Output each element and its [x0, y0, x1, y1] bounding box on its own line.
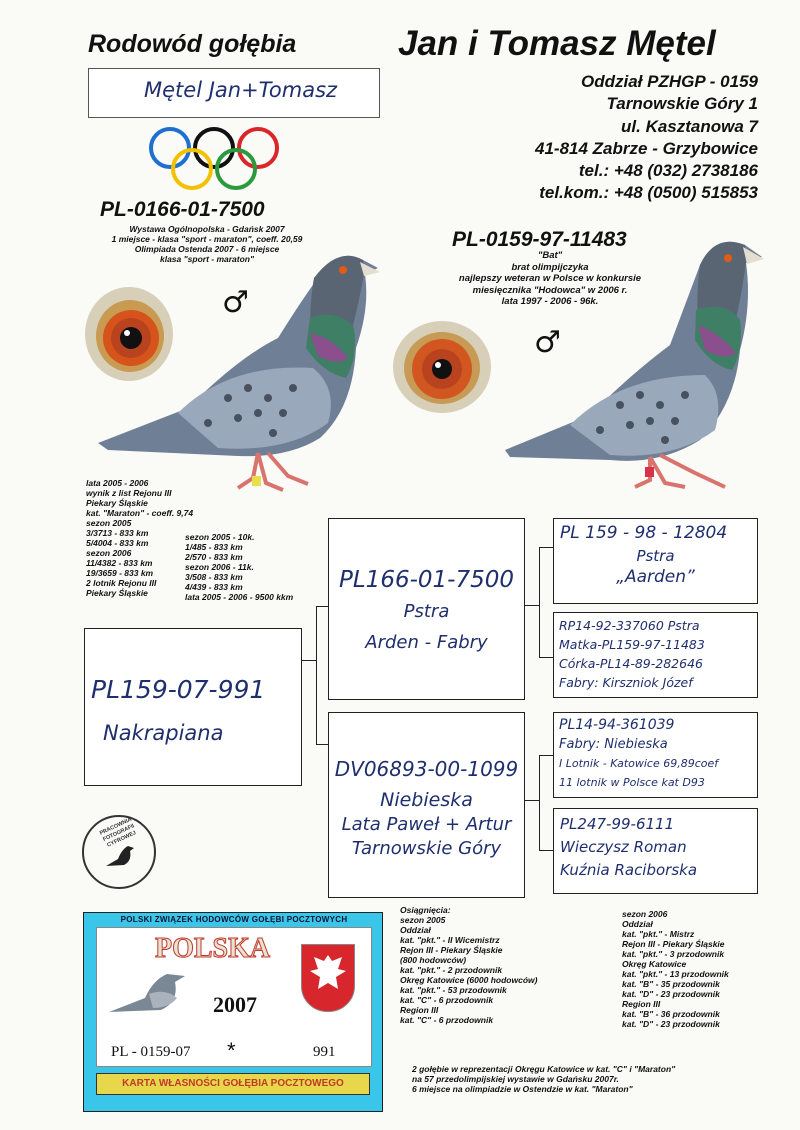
- ach-left-1: Osiągnięcia:: [400, 905, 451, 915]
- result-left-7: 5/4004 - 833 km: [86, 538, 149, 548]
- grandfather-maternal-box: [553, 712, 758, 798]
- father-photo-note-5: lata 1997 - 2006 - 96k.: [501, 296, 599, 307]
- ach-footer-3: 6 miejsce na olimpiadzie w Ostendzie w kat. "Maraton": [412, 1084, 633, 1094]
- father-color: Pstra: [403, 601, 450, 622]
- subject-box: [84, 628, 302, 786]
- result-right-7: lata 2005 - 2006 - 9500 kkm: [185, 592, 294, 602]
- pigeon-note-3: Olimpiada Ostenda 2007 - 6 miejsce: [134, 244, 280, 254]
- ach-right-5: kat. "pkt." - 3 przodownik: [622, 949, 725, 959]
- father-photo-note-2: brat olimpijczyka: [511, 261, 589, 273]
- ach-left-10: kat. "C" - 6 przodownik: [400, 995, 494, 1005]
- mother-color: Niebieska: [380, 789, 473, 811]
- male-symbol-icon-2: ♂: [534, 325, 561, 360]
- mf-line-1: PL14-94-361039: [559, 717, 675, 733]
- ach-right-9: kat. "D" - 23 przodownik: [622, 989, 720, 999]
- mm-line-3: Kuźnia Raciborska: [560, 861, 698, 879]
- stamp-text: PRACOWNIA FOTOGRAFII CYFROWEJ: [98, 816, 138, 849]
- fm-line-4: Fabry: Kirszniok Józef: [559, 675, 693, 690]
- male-symbol-icon: ♂: [222, 285, 249, 320]
- fm-line-2: Matka-PL159-97-11483: [559, 637, 705, 652]
- mother-ring: DV06893-00-1099: [334, 757, 519, 781]
- pigeon-note-4: klasa "sport - maraton": [159, 254, 255, 264]
- fm-line-1: RP14-92-337060 Pstra: [559, 618, 700, 633]
- father-pigeon-photo: [500, 225, 770, 500]
- connector: [525, 800, 539, 801]
- subject-color: Nakrapiana: [103, 721, 224, 745]
- result-right-5: 3/508 - 833 km: [185, 572, 243, 582]
- card-year: 2007: [213, 992, 257, 1017]
- pigeon-note-2: 1 miejsce - klasa "sport - maraton", coeff. 20,59: [111, 234, 303, 244]
- fm-line-3: Córka-PL14-89-282646: [559, 656, 703, 671]
- ach-left-2: sezon 2005: [400, 915, 446, 925]
- ach-left-7: kat. "pkt." - 2 przodownik: [400, 965, 503, 975]
- achievements-right: [622, 909, 729, 1029]
- card-ring: PL - 0159-07: [111, 1044, 191, 1060]
- card-inner: [96, 927, 372, 1067]
- card-number: 991: [313, 1044, 336, 1060]
- connector: [316, 606, 317, 744]
- result-left-3: Piekary Śląskie: [86, 498, 148, 508]
- results-right: [185, 532, 293, 602]
- father-photo-note-1: "Bat": [537, 250, 563, 261]
- result-right-2: 1/485 - 833 km: [185, 542, 243, 552]
- connector: [539, 755, 553, 756]
- ach-left-5: Rejon III - Piekary Śląskie: [400, 945, 503, 955]
- address-block: [535, 71, 758, 205]
- connector: [539, 547, 540, 657]
- pigeon-stamp-icon: [104, 841, 138, 871]
- ach-right-7: kat. "pkt." - 13 przodownik: [622, 969, 729, 979]
- result-right-4: sezon 2006 - 11k.: [185, 562, 254, 572]
- grandfather-paternal-box: [553, 518, 758, 604]
- connector: [525, 605, 539, 606]
- ach-right-12: kat. "D" - 23 przodownik: [622, 1019, 720, 1029]
- result-left-5: sezon 2005: [86, 518, 132, 528]
- connector: [539, 547, 553, 548]
- photo-studio-stamp: [82, 815, 156, 889]
- address-line-3: ul. Kasztanowa 7: [621, 116, 758, 136]
- ach-left-11: Region III: [400, 1005, 439, 1015]
- ach-right-11: kat. "B" - 36 przodownik: [622, 1009, 720, 1019]
- father-box: [328, 518, 525, 700]
- mother-breeder: Lata Paweł + Artur: [341, 814, 512, 835]
- mm-line-1: PL247-99-6111: [560, 815, 675, 833]
- ach-footer-2: na 57 przedolimpijskiej wystawie w Gdańsku 2007r.: [412, 1074, 619, 1084]
- eagle-icon: [302, 945, 354, 1005]
- father-photo-ring: PL-0159-97-11483: [452, 228, 627, 251]
- pigeon-note-1: Wystawa Ogólnopolska - Gdańsk 2007: [129, 224, 285, 234]
- asterisk-icon: *: [227, 1038, 236, 1063]
- card-pigeon-icon: [105, 962, 205, 1022]
- connector: [539, 850, 553, 851]
- connector: [539, 657, 553, 658]
- mm-line-2: Wieczysz Roman: [560, 838, 687, 856]
- ach-right-2: Oddział: [622, 919, 653, 929]
- grandmother-paternal-box: [553, 612, 758, 698]
- pigeon-ring: PL-0166-01-7500: [100, 198, 265, 221]
- result-right-6: 4/439 - 833 km: [185, 582, 243, 592]
- ff-line-1: PL 159 - 98 - 12804: [560, 523, 728, 543]
- ach-left-9: kat. "pkt." - 53 przodownik: [400, 985, 507, 995]
- ach-left-3: Oddział: [400, 925, 431, 935]
- owner-name: Jan i Tomasz Mętel: [398, 24, 716, 63]
- connector: [302, 660, 316, 661]
- father-ring: PL166-01-7500: [339, 567, 514, 593]
- father-photo-note-4: miesięcznika "Hodowca" w 2006 r.: [472, 284, 628, 296]
- result-left-12: Piekary Śląskie: [86, 588, 148, 598]
- result-left-2: wynik z list Rejonu III: [86, 488, 172, 498]
- mf-line-3: I Lotnik - Katowice 69,89coef: [559, 757, 719, 770]
- result-left-8: sezon 2006: [86, 548, 132, 558]
- father-line: Arden - Fabry: [365, 632, 488, 653]
- result-left-1: lata 2005 - 2006: [86, 478, 149, 488]
- mother-place: Tarnowskie Góry: [351, 838, 502, 859]
- achievements-footer: [412, 1064, 675, 1094]
- address-line-2: Tarnowskie Góry 1: [606, 94, 758, 114]
- result-right-3: 2/570 - 833 km: [185, 552, 243, 562]
- ach-right-1: sezon 2006: [622, 909, 668, 919]
- achievements-left: [400, 905, 537, 1025]
- ach-right-6: Okręg Katowice: [622, 959, 687, 969]
- card-border-text: POLSKI ZWIĄZEK HODOWCÓW GOŁĘBI POCZTOWYCH: [120, 915, 348, 924]
- ownership-card: [83, 912, 383, 1112]
- father-eye-photo: [392, 320, 492, 414]
- ach-right-4: Rejon III - Piekary Śląskie: [622, 939, 725, 949]
- mother-box: [328, 712, 525, 898]
- polish-eagle-emblem: [301, 944, 355, 1012]
- signature-box: [88, 68, 380, 118]
- pigeon-photo: [88, 238, 388, 513]
- owner-signature: Mętel Jan+Tomasz: [144, 78, 338, 102]
- subject-ring: PL159-07-991: [91, 675, 266, 704]
- connector: [539, 755, 540, 850]
- mf-line-2: Fabry: Niebieska: [559, 737, 668, 752]
- connector: [316, 744, 328, 745]
- card-footer: KARTA WŁASNOŚCI GOŁĘBIA POCZTOWEGO: [96, 1073, 370, 1095]
- result-left-10: 19/3659 - 833 km: [86, 568, 154, 578]
- address-line-6: tel.kom.: +48 (0500) 515853: [539, 183, 758, 203]
- father-photo-note-3: najlepszy weteran w Polsce w konkursie: [458, 273, 642, 284]
- results-left: [86, 478, 193, 598]
- address-line-1: Oddział PZHGP - 0159: [581, 72, 758, 91]
- ff-line-2: Pstra: [636, 547, 675, 565]
- address-line-5: tel.: +48 (032) 2738186: [578, 161, 758, 181]
- olympic-rings-icon: [148, 124, 282, 194]
- connector: [316, 606, 328, 607]
- grandmother-maternal-box: [553, 808, 758, 894]
- mf-line-4: 11 lotnik w Polsce kat D93: [559, 776, 705, 789]
- page-title: Rodowód gołębia: [88, 30, 297, 58]
- result-left-9: 11/4382 - 833 km: [86, 558, 153, 568]
- ach-left-12: kat. "C" - 6 przodownik: [400, 1015, 494, 1025]
- ach-left-4: kat. "pkt." - II Wicemistrz: [400, 935, 500, 945]
- ach-right-8: kat. "B" - 35 przodownik: [622, 979, 720, 989]
- result-right-1: sezon 2005 - 10k.: [185, 532, 255, 542]
- ach-right-10: Region III: [622, 999, 661, 1009]
- ach-left-8: Okręg Katowice (6000 hodowców): [400, 975, 538, 985]
- result-left-6: 3/3713 - 833 km: [86, 528, 149, 538]
- result-left-4: kat. "Maraton" - coeff. 9,74: [86, 508, 194, 518]
- ach-left-6: (800 hodowców): [400, 955, 467, 965]
- result-left-11: 2 lotnik Rejonu III: [86, 578, 157, 588]
- card-country: POLSKA: [155, 933, 271, 964]
- ff-line-3: „Aarden”: [616, 567, 695, 587]
- ach-footer-1: 2 gołębie w reprezentacji Okręgu Katowice w kat. "C" i "Maraton": [412, 1064, 676, 1074]
- address-line-4: 41-814 Zabrze - Grzybowice: [535, 138, 758, 158]
- ach-right-3: kat. "pkt." - Mistrz: [622, 929, 695, 939]
